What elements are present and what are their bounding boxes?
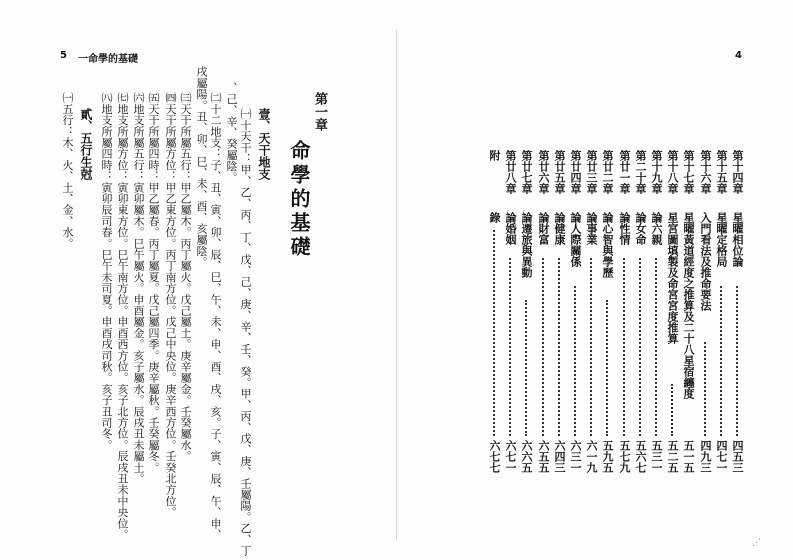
toc-title: 錄 xyxy=(488,212,501,223)
toc-page-number: 四五三 xyxy=(731,440,744,473)
text-column-1: ㈠十天干：甲、乙、丙、丁、戊、己、庚、辛、壬、癸。甲、丙、戊、庚、壬屬陽。乙、丁 xyxy=(239,108,252,556)
text-column-11: ㈠五行：木、火、土、金、水。 xyxy=(61,92,74,249)
toc-leader-dots xyxy=(671,384,674,436)
toc-chapter: 附 xyxy=(488,150,501,161)
toc-leader-dots xyxy=(704,342,707,436)
toc-page-number: 六一九 xyxy=(585,440,598,473)
toc-chapter: 第十八章 xyxy=(666,150,679,194)
toc-chapter: 第廿二章 xyxy=(601,150,614,194)
toc-page-number: 五一五 xyxy=(682,440,695,473)
toc-leader-dots xyxy=(736,286,739,436)
toc-leader-dots xyxy=(525,300,528,436)
chapter-title: 命學的基礎 xyxy=(287,140,311,260)
toc-title: 論女命 xyxy=(634,212,647,245)
toc-title: 論人際關係 xyxy=(569,212,582,267)
toc-leader-dots xyxy=(606,300,609,436)
toc-leader-dots xyxy=(542,258,545,436)
toc-chapter: 第十五章 xyxy=(715,150,728,194)
toc-page-number: 六五五 xyxy=(537,440,550,473)
toc-leader-dots xyxy=(720,286,723,436)
toc-title: 論遷旅與異動 xyxy=(520,212,533,278)
text-column-2: 、己、辛、癸屬陰。 xyxy=(225,82,238,183)
toc-page-number: 六四三 xyxy=(553,440,566,473)
toc-page-number: 五六七 xyxy=(634,440,647,473)
toc-page-number: 五九五 xyxy=(601,440,614,473)
toc-leader-dots xyxy=(558,258,561,436)
toc-page-number: 四九三 xyxy=(699,440,712,473)
toc-page-number: 六七一 xyxy=(504,440,517,473)
toc-chapter: 第二十章 xyxy=(634,150,647,194)
text-column-4: 戌屬陽。丑、卯、巳、未、酉、亥屬陰。 xyxy=(195,66,208,268)
toc-page-number: 六六五 xyxy=(520,440,533,473)
toc-page-number: 五三一 xyxy=(650,440,663,473)
text-column-8: ㈥地支所屬五行：寅卯屬木。巳午屬火。申酉屬金。亥子屬水。辰戌丑未屬土。 xyxy=(132,92,145,484)
text-column-9: ㈦地支所屬方位：寅卯東方位。巳午南方位。申酉西方位。亥子北方位。辰戌丑未中央位。 xyxy=(116,92,129,540)
toc-chapter: 第廿七章 xyxy=(520,150,533,194)
toc-title: 論財富 xyxy=(537,212,550,245)
section-heading-stems-branches: 壹、天干地支 xyxy=(257,108,271,180)
text-column-3: ㈡十二地支：子、丑、寅、卯、辰、巳、午、未、申、酉、戌、亥。子、寅、辰、午、申、 xyxy=(209,92,222,540)
text-column-5: ㈢天干所屬五行：甲乙屬木。丙丁屬火。戊己屬土。庚辛屬金。壬癸屬水。 xyxy=(179,92,192,462)
toc-title: 論六親 xyxy=(650,212,663,245)
left-page-number: 5 xyxy=(60,50,67,61)
toc-leader-dots xyxy=(574,286,577,436)
toc-chapter: 第十九章 xyxy=(650,150,663,194)
toc-page-number: 五二五 xyxy=(666,440,679,473)
toc-chapter: 第十六章 xyxy=(699,150,712,194)
toc-title: 論性情 xyxy=(618,212,631,245)
section-heading-five-elements: 貳、五行生尅 xyxy=(79,108,93,180)
toc-title: 論事業 xyxy=(585,212,598,245)
toc-chapter: 第十七章 xyxy=(682,150,695,194)
scan-mark: ⋰ xyxy=(752,538,761,548)
toc-title: 論健康 xyxy=(553,212,566,245)
toc-title: 星曜相位論 xyxy=(731,212,744,267)
toc-page-number: 六七七 xyxy=(488,440,501,473)
toc-title: 星曜定格局 xyxy=(715,212,728,267)
toc-chapter: 第十四章 xyxy=(731,150,744,194)
toc-title: 星曜黃道經度之推算及二十八星宿纏度 xyxy=(682,212,695,399)
running-head: 一命學的基礎 xyxy=(78,54,138,65)
toc-leader-dots xyxy=(639,258,642,436)
toc-chapter: 第廿八章 xyxy=(504,150,517,194)
toc-chapter: 第廿三章 xyxy=(585,150,598,194)
right-page-number: 4 xyxy=(735,50,742,61)
toc-page-number: 六三一 xyxy=(569,440,582,473)
chapter-label: 第一章 xyxy=(312,92,327,131)
text-column-10: ㈧地支所屬四時：寅卯辰司春。巳午未司夏。申酉戌司秋。亥子丑司冬。 xyxy=(100,92,113,451)
page-gutter xyxy=(396,30,397,540)
toc-chapter: 第廿五章 xyxy=(553,150,566,194)
text-column-7: ㈤天干所屬四時：甲乙屬春。丙丁屬夏。戊己屬四季。庚辛屬秋。壬癸屬冬。 xyxy=(147,92,160,473)
toc-leader-dots xyxy=(655,258,658,436)
toc-chapter: 第廿一章 xyxy=(618,150,631,194)
toc-title: 星宮圖填製及命宮宮度推算 xyxy=(666,212,679,344)
toc-leader-dots xyxy=(590,258,593,436)
toc-page-number: 四七一 xyxy=(715,440,728,473)
toc-page-number: 五七九 xyxy=(618,440,631,473)
toc-chapter: 第廿六章 xyxy=(537,150,550,194)
toc-title: 入門看法及推命要法 xyxy=(699,212,712,311)
toc-chapter: 第廿四章 xyxy=(569,150,582,194)
toc-leader-dots xyxy=(623,258,626,436)
toc-leader-dots xyxy=(493,230,496,436)
toc-title: 論心智與學歷 xyxy=(601,212,614,278)
toc-title: 論婚姻 xyxy=(504,212,517,245)
text-column-6: ㈣天干所屬方位：甲乙東方位。丙丁南方位。戊己中央位。庚辛西方位。壬癸北方位。 xyxy=(164,92,177,518)
toc-leader-dots xyxy=(509,258,512,436)
